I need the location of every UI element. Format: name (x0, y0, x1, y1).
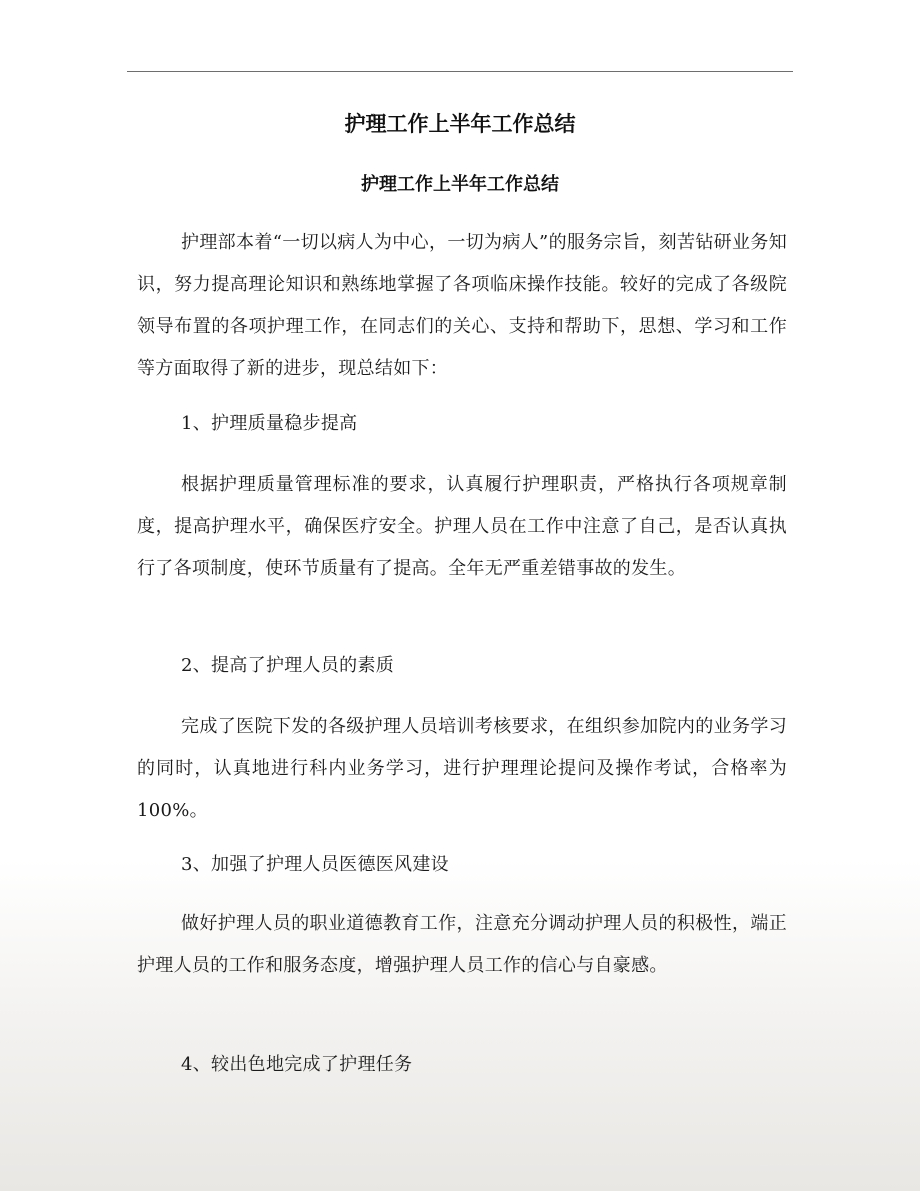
section-body-2: 完成了医院下发的各级护理人员培训考核要求，在组织参加院内的业务学习的同时，认真地进行科内业务学习，进行护理理论提问及操作考试，合格率为100%。 (137, 716, 787, 821)
intro-paragraph: 护理部本着“一切以病人为中心，一切为病人”的服务宗旨，刻苦钻研业务知识，努力提高理论知识和熟练地掌握了各项临床操作技能。较好的完成了各级院领导布置的各项护理工作，在同志们的关心、支持和帮助下，思想、学习和工作等方面取得了新的进步，现总结如下： (137, 232, 787, 379)
section-body-3: 做好护理人员的职业道德教育工作，注意充分调动护理人员的积极性，端正护理人员的工作和服务态度，增强护理人员工作的信心与自豪感。 (137, 913, 787, 976)
section-heading-4: 4、较出色地完成了护理任务 (181, 1054, 413, 1075)
section-heading-1: 1、护理质量稳步提高 (181, 413, 358, 434)
document-subtitle: 护理工作上半年工作总结 (361, 174, 559, 195)
document-title: 护理工作上半年工作总结 (344, 111, 576, 136)
section-body-1: 根据护理质量管理标准的要求，认真履行护理职责，严格执行各项规章制度，提高护理水平，确保医疗安全。护理人员在工作中注意了自己，是否认真执行了各项制度，使环节质量有了提高。全年无严重差错事故的发生。 (137, 474, 787, 579)
section-heading-2: 2、提高了护理人员的素质 (181, 655, 395, 676)
header-rule (127, 71, 793, 72)
section-heading-3: 3、加强了护理人员医德医风建设 (181, 854, 449, 875)
